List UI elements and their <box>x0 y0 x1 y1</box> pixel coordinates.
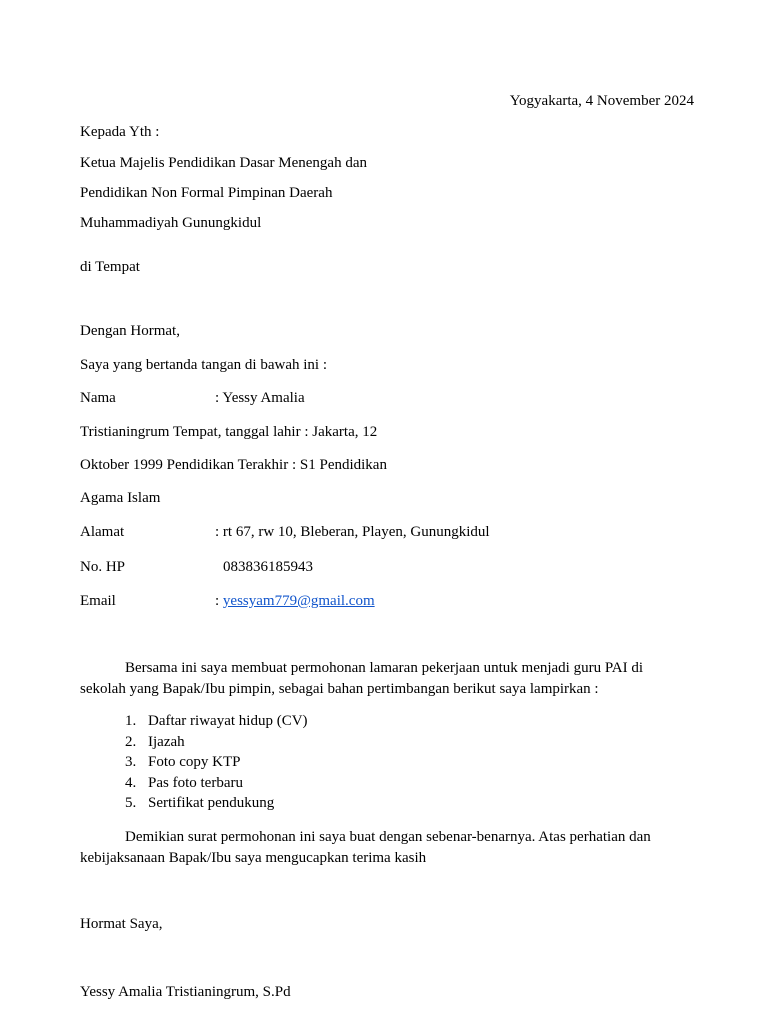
recipient-line-2: Pendidikan Non Formal Pimpinan Daerah <box>80 185 333 201</box>
email-link[interactable]: yessyam779@gmail.com <box>222 593 375 609</box>
field-hp <box>80 558 313 576</box>
field-nama-value: : Yessy Amalia <box>215 390 305 406</box>
body-paragraph-text: Bersama ini saya membuat permohonan lamaran pekerjaan untuk menjadi guru PAI di sekolah yang Bapak/Ibu pimpin, sebagai bahan pertimbangan berikut saya lampirkan : <box>80 660 644 697</box>
list-item-text: Foto copy KTP <box>148 754 241 770</box>
sign-off: Hormat Saya, <box>80 916 163 932</box>
list-item-number: 1. <box>125 713 137 729</box>
list-item <box>80 711 308 732</box>
closing-paragraph <box>80 827 680 869</box>
list-item-number: 3. <box>125 754 137 770</box>
list-item-text: Daftar riwayat hidup (CV) <box>148 713 308 729</box>
field-email <box>80 592 375 610</box>
intro-text: Saya yang bertanda tangan di bawah ini : <box>80 357 328 373</box>
list-item <box>80 773 308 794</box>
list-item-number: 2. <box>125 733 137 750</box>
field-alamat <box>80 523 490 541</box>
recipient-place: di Tempat <box>80 259 140 275</box>
field-email-label: Email <box>80 593 116 609</box>
list-item-number: 5. <box>125 795 137 811</box>
greeting: Dengan Hormat, <box>80 323 180 339</box>
recipient-salutation: Kepada Yth : <box>80 124 160 140</box>
list-item <box>80 732 308 753</box>
field-hp-label: No. HP <box>80 559 126 575</box>
field-wrapped-line-2: Oktober 1999 Pendidikan Terakhir : S1 Pendidikan <box>80 457 387 473</box>
field-wrapped-line-3: Agama Islam <box>80 490 161 506</box>
list-item <box>80 752 308 773</box>
attachments-list <box>80 711 308 814</box>
body-paragraph <box>80 658 680 700</box>
letter-date: Yogyakarta, 4 November 2024 <box>509 93 694 109</box>
recipient-line-1: Ketua Majelis Pendidikan Dasar Menengah dan <box>80 155 367 171</box>
field-alamat-label: Alamat <box>80 524 125 540</box>
field-nama-label: Nama <box>80 390 116 406</box>
list-item-number: 4. <box>125 774 137 791</box>
field-hp-value: 083836185943 <box>223 559 313 575</box>
field-alamat-value: : rt 67, rw 10, Bleberan, Playen, Gunungkidul <box>215 524 490 540</box>
list-item <box>80 793 308 814</box>
closing-paragraph-text: Demikian surat permohonan ini saya buat dengan sebenar-benarnya. Atas perhatian dan kebijaksanaan Bapak/Ibu saya mengucapkan terima kasih <box>80 829 651 866</box>
field-wrapped-line-1: Tristianingrum Tempat, tanggal lahir : Jakarta, 12 <box>80 424 378 440</box>
field-nama <box>80 389 305 407</box>
list-item-text: Sertifikat pendukung <box>148 795 275 811</box>
signature-name: Yessy Amalia Tristianingrum, S.Pd <box>80 984 291 1000</box>
list-item-text: Ijazah <box>148 733 185 750</box>
recipient-line-3: Muhammadiyah Gunungkidul <box>80 215 262 231</box>
list-item-text: Pas foto terbaru <box>148 774 243 791</box>
field-email-prefix: : <box>215 593 223 609</box>
